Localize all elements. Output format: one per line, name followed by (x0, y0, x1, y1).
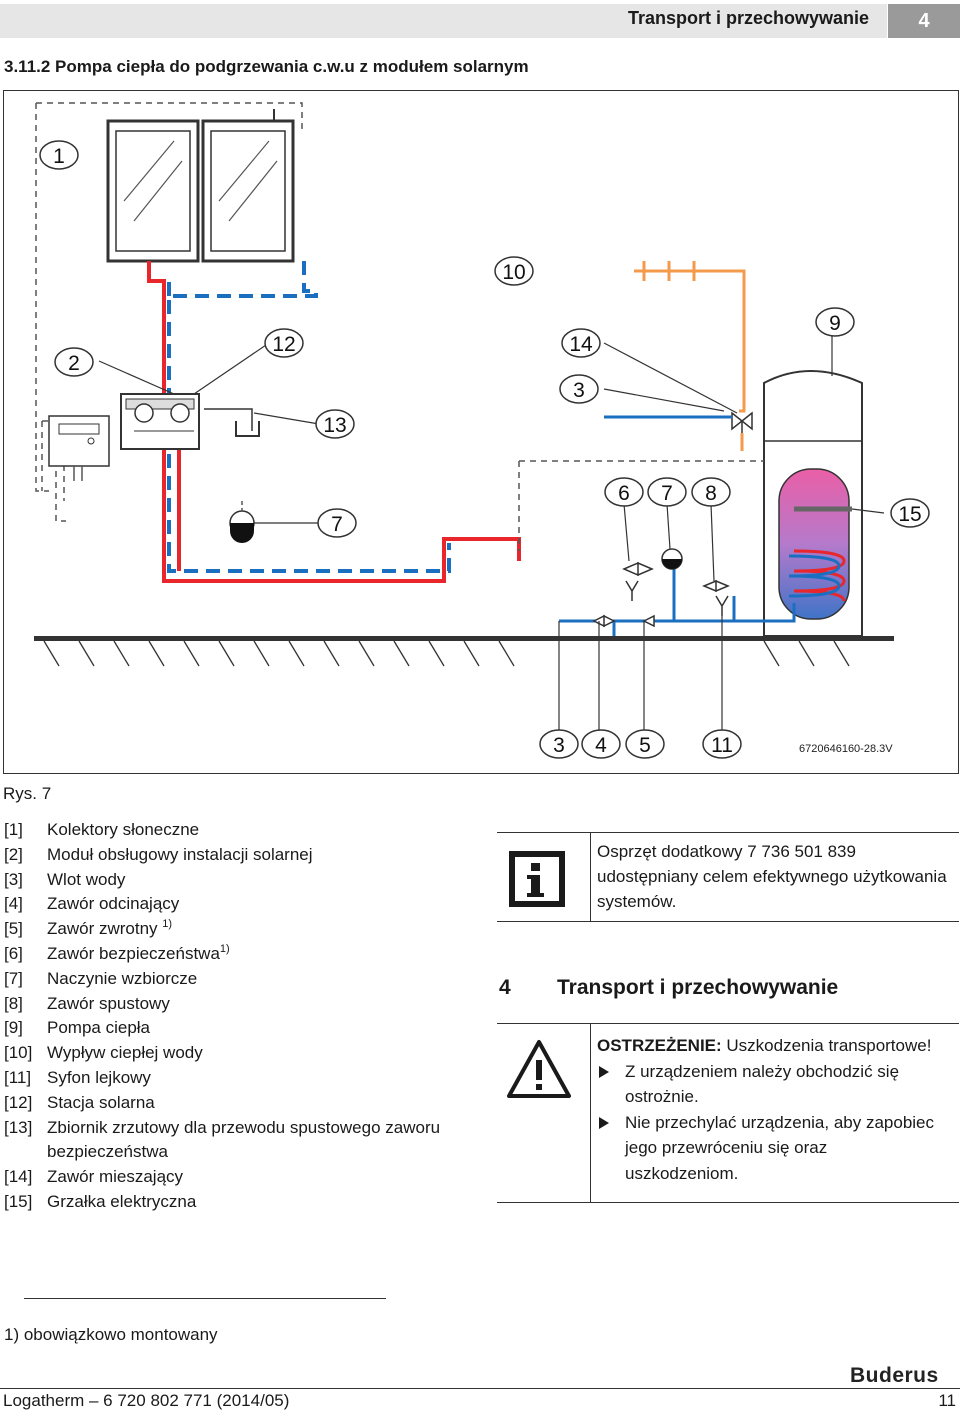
footnote-ref: 1) (162, 918, 173, 931)
callout-14: 14 (569, 333, 593, 356)
legend-item (4, 1091, 447, 1116)
chapter-heading (499, 976, 838, 1000)
legend-item (4, 992, 447, 1017)
legend-text: Zawór spustowy (47, 993, 170, 1013)
warning-label: OSTRZEŻENIE: (597, 1036, 722, 1055)
info-note (497, 832, 959, 922)
footnote-ref: 1) (219, 942, 230, 955)
legend-item (4, 917, 447, 942)
legend-text: Zawór bezpieczeństwa (47, 943, 220, 963)
warning-bullet (597, 1110, 937, 1187)
legend-item (4, 967, 447, 992)
legend-item (4, 1066, 447, 1091)
legend-num: [12] (4, 1092, 33, 1112)
legend-num: [3] (4, 869, 23, 889)
warning-text (597, 1033, 937, 1186)
legend-item (4, 843, 447, 868)
info-divider (590, 833, 591, 921)
legend-item (4, 1016, 447, 1041)
page-number: 11 (938, 1391, 956, 1410)
callout-15: 15 (898, 503, 922, 526)
legend-text: Zawór zwrotny (47, 919, 163, 939)
subsection-title: 3.11.2 Pompa ciepła do podgrzewania c.w.u z modułem solarnym (4, 57, 529, 76)
legend-text: Wlot wody (47, 869, 126, 889)
bullet-text: Z urządzeniem należy obchodzić się ostrożnie. (625, 1061, 900, 1106)
callout-13: 13 (323, 414, 347, 437)
callout-3b: 3 (553, 734, 565, 757)
system-diagram (4, 91, 958, 773)
legend-text: Grzałka elektryczna (47, 1191, 197, 1211)
legend-text: Kolektory słoneczne (47, 820, 200, 839)
legend-item (4, 1190, 447, 1215)
solar-controller (49, 416, 109, 481)
callout-9: 9 (829, 312, 841, 335)
callout-6: 6 (618, 482, 630, 505)
chapter-heading-number: 4 (499, 976, 511, 999)
info-icon (509, 851, 565, 907)
legend-num: [6] (4, 943, 23, 963)
legend-item (4, 892, 447, 917)
callout-1: 1 (53, 145, 65, 168)
bullet-arrow-icon (599, 1117, 609, 1129)
footnote: 1) obowiązkowo montowany (4, 1325, 218, 1344)
chapter-heading-title: Transport i przechowywanie (557, 976, 839, 999)
warning-bullet (597, 1059, 937, 1110)
solar-station (121, 394, 199, 449)
callout-7a: 7 (331, 513, 343, 536)
callout-12: 12 (272, 333, 296, 356)
figure-code: 6720646160-28.3V (799, 743, 893, 755)
chapter-number-tab: 4 (888, 4, 960, 38)
callout-4: 4 (595, 734, 607, 757)
system-diagram-frame (3, 90, 959, 774)
legend-item (4, 942, 447, 967)
bullet-text: Nie przechylać urządzenia, aby zapobiec jego przewróceniu się oraz uszkodzeniom. (625, 1112, 935, 1183)
legend-num: [14] (4, 1167, 33, 1187)
callout-2: 2 (68, 352, 80, 375)
heat-pump-tank (764, 371, 862, 636)
legend-num: [2] (4, 844, 23, 864)
legend-num: [4] (4, 894, 23, 914)
legend-num: [13] (4, 1117, 33, 1137)
legend-num: [1] (4, 820, 23, 839)
legend-item (4, 1116, 447, 1166)
legend-num: [7] (4, 968, 23, 988)
legend-num: [5] (4, 919, 23, 939)
warning-triangle-icon (505, 1038, 573, 1100)
callout-10: 10 (502, 261, 526, 284)
callout-5: 5 (639, 734, 651, 757)
legend-num: [11] (4, 1067, 32, 1087)
legend-text: Stacja solarna (47, 1092, 155, 1112)
footer-rule (0, 1388, 960, 1389)
callout-7b: 7 (661, 482, 673, 505)
legend-text: Moduł obsługowy instalacji solarnej (47, 844, 313, 864)
legend-text: Syfon lejkowy (47, 1067, 151, 1087)
info-text: Osprzęt dodatkowy 7 736 501 839 udostępniany celem efektywnego użytkowania systemów. (597, 842, 947, 911)
brand-logo: Buderus (850, 1364, 939, 1387)
warning-note (497, 1023, 959, 1203)
legend-text: Zbiornik zrzutowy dla przewodu spustowego zaworu bezpieczeństwa (47, 1117, 441, 1162)
figure-legend (4, 818, 447, 1215)
legend-item (4, 868, 447, 893)
callout-8: 8 (705, 482, 717, 505)
legend-text: Naczynie wzbiorcze (47, 968, 198, 988)
figure-caption: Rys. 7 (3, 784, 52, 803)
legend-num: [10] (4, 1043, 33, 1063)
solar-collectors (108, 109, 293, 261)
callout-3a: 3 (573, 379, 585, 402)
legend-item (4, 818, 447, 843)
warning-message: Uszkodzenia transportowe! (721, 1036, 932, 1055)
footer-document-id: Logatherm – 6 720 802 771 (2014/05) (3, 1391, 290, 1410)
legend-text: Zawór odcinający (47, 894, 180, 914)
legend-item (4, 1041, 447, 1066)
callout-11: 11 (711, 734, 733, 757)
legend-text: Zawór mieszający (47, 1167, 184, 1187)
legend-num: [15] (4, 1191, 33, 1211)
header-section-title: Transport i przechowywanie (628, 8, 870, 28)
footnote-rule (24, 1298, 386, 1299)
legend-text: Pompa ciepła (47, 1018, 151, 1038)
warning-divider (590, 1024, 591, 1202)
legend-num: [8] (4, 993, 23, 1013)
legend-num: [9] (4, 1018, 23, 1038)
legend-item (4, 1165, 447, 1190)
bullet-arrow-icon (599, 1066, 609, 1078)
legend-text: Wypływ ciepłej wody (47, 1043, 203, 1063)
